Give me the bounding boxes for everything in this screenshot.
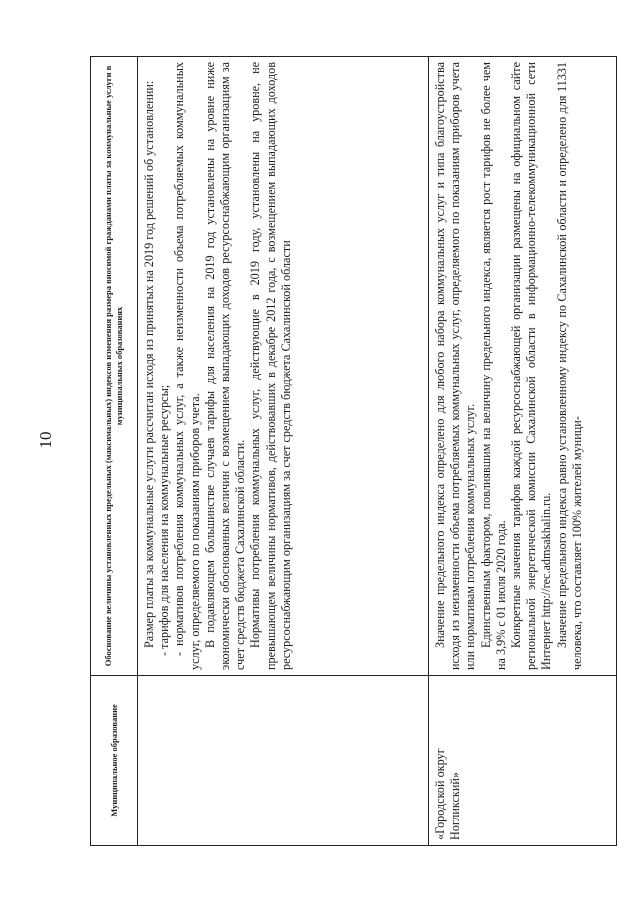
municipality-cell: [429, 676, 617, 846]
paragraph: В подавляющем большинстве случаев тарифы для населения на 2019 год установлены на уровне ниже экономически обоснованных величин с возмещением выпадающих доходов ресурсоснабжающим организациям за счет средств бюджета Сахалинской области.: [202, 62, 248, 670]
header-municipality: Муниципальное образование: [91, 676, 138, 846]
paragraph: Нормативы потребления коммунальных услуг, действующие в 2019 году, установлены на уровне, не превышающем величины нормативов, действовавших в декабре 2012 года, с возмещением выпадающих доходов ресурсоснабжающим организациям за счет средств бюджета Сахалинской области: [248, 62, 293, 670]
paragraph: Единственным фактором, повлиявшим на величину предельного индекса, является рост тарифов не более чем на 3,9% с 01 июля 2020 года.: [478, 62, 508, 670]
page-number: 10: [36, 431, 55, 449]
table-rotator: [90, 57, 605, 846]
bullet-paragraph: - тарифов для населения на коммунальные ресурсы;: [157, 384, 172, 656]
justification-text: [429, 57, 588, 675]
justification-cell: [429, 57, 617, 676]
paragraph: Значение предельного индекса определено для любого набора коммунальных услуг и типа благоустройства исходя из неизменности объема потребляемых коммунальных услуг, определяемого по показаниям приборов учета или нормативам потребления коммунальных услуг.: [433, 62, 478, 670]
justification-text: [138, 57, 297, 675]
table-row: [138, 57, 429, 846]
table-header-row: [91, 57, 138, 846]
header-justification: Обоснование величины установленных предельных (максимальных) индексов изменения размера вносимой гражданами платы за коммунальные услуги в муниципальных образованиях: [91, 57, 138, 676]
paragraph: Значение предельного индекса равно установленному индексу по Сахалинской области и определено для 11331 человека, что составляет 100% жителей муници-: [554, 62, 584, 670]
municipality-name: [138, 676, 146, 845]
municipality-name: «Городской округ Ногликский»: [433, 748, 463, 840]
municipality-cell: [138, 676, 429, 846]
paragraph: Размер платы за коммунальные услуги рассчитан исходя из принятых на 2019 год решений об установлении:: [142, 80, 156, 648]
justification-cell: [138, 57, 429, 676]
bullet-paragraph: - нормативов потребления коммунальных услуг, а также неизменности объема потребляемых коммунальных услуг, определяемого по показаниям приборов учета.: [172, 62, 202, 670]
rotated-table-container: [90, 57, 605, 846]
paragraph: Конкретные значения тарифов каждой ресурсоснабжающей организации размещены на официальном сайте региональной энергетической комиссии Сахалинской области в информационно-телекоммуникационной сети Интернет http://rec.admsakhalin.ru.: [509, 62, 554, 670]
table-row: [429, 57, 617, 846]
justification-table: [90, 56, 617, 846]
